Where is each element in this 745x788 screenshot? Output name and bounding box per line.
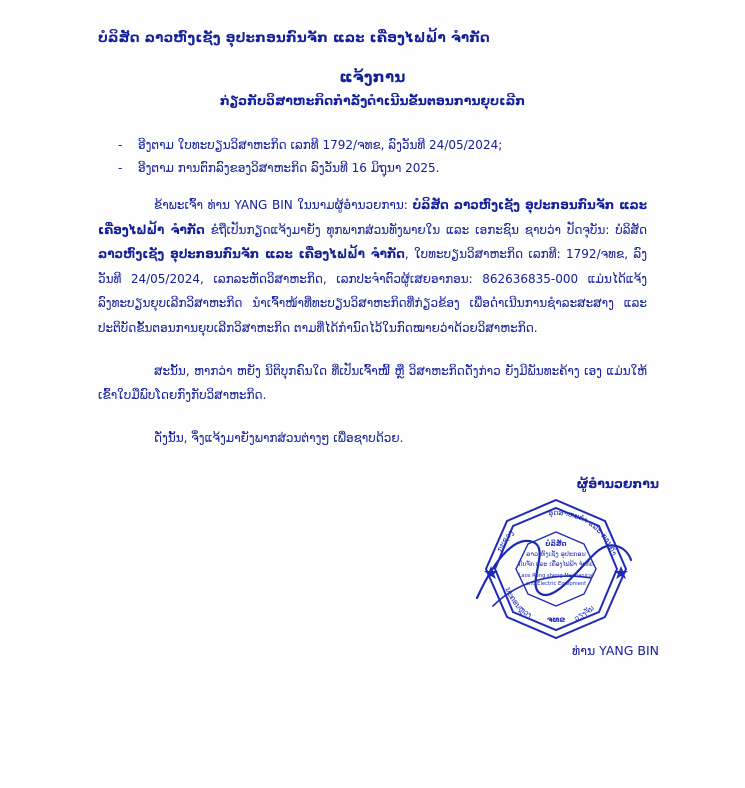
company-header: ບໍລິສັດ ລາວຫົງເຊັງ ອຸປະກອນກົນຈັກ ແລະ ເຄື່ອງໄຟຟ້າ ຈຳກັດ <box>98 30 490 46</box>
reference-list <box>0 138 745 175</box>
reference-text: ອີງຕາມ ໃບທະບຽນວິສາຫະກິດ ເລກທີ 1792/ຈທຂ, ລົງວັນທີ 24/05/2024; <box>138 138 503 152</box>
emphasised-text: ລາວຫົງເຊັງ ອຸປະກອນກົນຈັກ ແລະ ເຄື່ອງໄຟຟ້າ ຈຳກັດ <box>98 247 405 262</box>
stamp-top-arc-right: ອຸດສາຫະກຳ ແລະ ການຄ້າ <box>548 508 619 558</box>
signatory-name: ທ່ານ YANG BIN <box>572 643 659 659</box>
title-block <box>0 68 745 108</box>
body-text: , ໃບທະບຽນວິສາຫະກິດ ເລກທີ: 1792/ຈທຂ, ລົງວັນທີ 24/05/2024, ເລກລະຫັດວິສາຫະກິດ, ເລກປະຈຳຕົວຜູ້ເສຍອາກອນ: 862636835-000 ແມ່ນໄດ້ແຈ້ງລົງທະບຽນຍຸບເລີກວິສາຫະກິດ ນຳເຈົ້າໜ້າທີ່ທະບຽນວິສາຫະກິດທີ່ກ່ຽວຂ້ອງ ເພື່ອດຳເນີນການຊຳລະສະສາງ ແລະ ປະຕິບັດຂັ້ນຕອນການຍຸບເລີກວິສາຫະກິດ ຕາມທີ່ໄດ້ກຳນົດໄວ້ໃນກົດໝາຍວ່າດ້ວຍວິສາຫະກິດ. <box>98 247 648 335</box>
emphasised-text: ບໍລິສັດ ລາວຫົງເຊັງ ອຸປະກອນກົນຈັກ ແລະ ເຄື່ອງໄຟຟ້າ ຈຳກັດ <box>98 198 647 237</box>
stamp-center-line-2: ລາວ ຫົງເຊັງ ອຸປະກອນ <box>526 550 586 559</box>
list-item <box>118 138 635 152</box>
body-paragraph-1 <box>0 193 745 341</box>
stamp-center-line-5: and Electric Equipment <box>525 581 587 588</box>
page-subtitle: ກ່ຽວກັບວິສາຫະກິດກຳລັງດຳເນີນຂັ້ນຕອນການຍຸບເລີກ <box>219 93 526 108</box>
bullet-dash: - <box>118 161 123 175</box>
body-text: ຂ້າພະເຈົ້າ ທ່ານ YANG BIN ໃນນາມຜູ້ອຳນວຍການ: <box>154 198 413 212</box>
reference-text: ອີງຕາມ ການຕົກລົງຂອງວິສາຫະກິດ ລົງວັນທີ 16 ມິຖຸນາ 2025. <box>138 161 440 175</box>
body-paragraph-2 <box>0 359 745 408</box>
stamp-center-line-4: Laos Rong sheng Mechanical <box>518 573 594 580</box>
svg-text:ວຽງຈັນ <box>573 604 596 624</box>
list-item <box>118 161 635 175</box>
body-text: ຂໍຖືເປັນກຽດແຈ້ງມາຍັງ ທຸກພາກສ່ວນທັງພາຍໃນ ແລະ ເອກະຊົນ ຊາບວ່າ ປັດຈຸບັນ: ບໍລິສັດ <box>204 222 647 237</box>
stamp-bottom-arc-right: ວຽງຈັນ <box>572 603 596 624</box>
body-paragraph-3 <box>0 426 745 451</box>
body-text: ດັ່ງນັ້ນ, ຈຶ່ງແຈ້ງມາຍັງພາກສ່ວນຕ່າງໆ ເພື່ອຊາບດ້ວຍ. <box>154 430 404 445</box>
official-stamp <box>471 494 641 644</box>
signature-title: ຜູ້ອຳນວຍການ <box>576 476 659 492</box>
bullet-dash: - <box>118 138 123 152</box>
stamp-bottom-center: ຈທຂ <box>546 615 566 625</box>
stamp-center-line-3: ກົນຈັກ ແລະ ເຄື່ອງໄຟຟ້າ ຈຳກັດ <box>518 561 594 569</box>
body-text: ສະນັ້ນ, ຫາກວ່າ ຫຍັງ ນິຕິບຸກຄົນໃດ ທີ່ເປັນເຈົ້າໜີ້ ຫຼື ວິສາຫະກິດດັ່ງກ່າວ ຍັງມີພັນທະຄ້າງ ເອງ ແມ່ນໃຫ້ເຂົ້າໃບມືພົບໂດຍກົງກັບວິສາຫະກິດ. <box>98 363 647 403</box>
signature-block <box>0 476 745 666</box>
stamp-top-arc-left: ກະຊວງ <box>494 528 516 554</box>
page-title: ແຈ້ງການ <box>339 68 406 86</box>
stamp-bottom-arc-left: ນະຄອນຫຼວງ <box>503 586 534 621</box>
stamp-center-line-1: ບໍລິສັດ <box>545 540 567 549</box>
